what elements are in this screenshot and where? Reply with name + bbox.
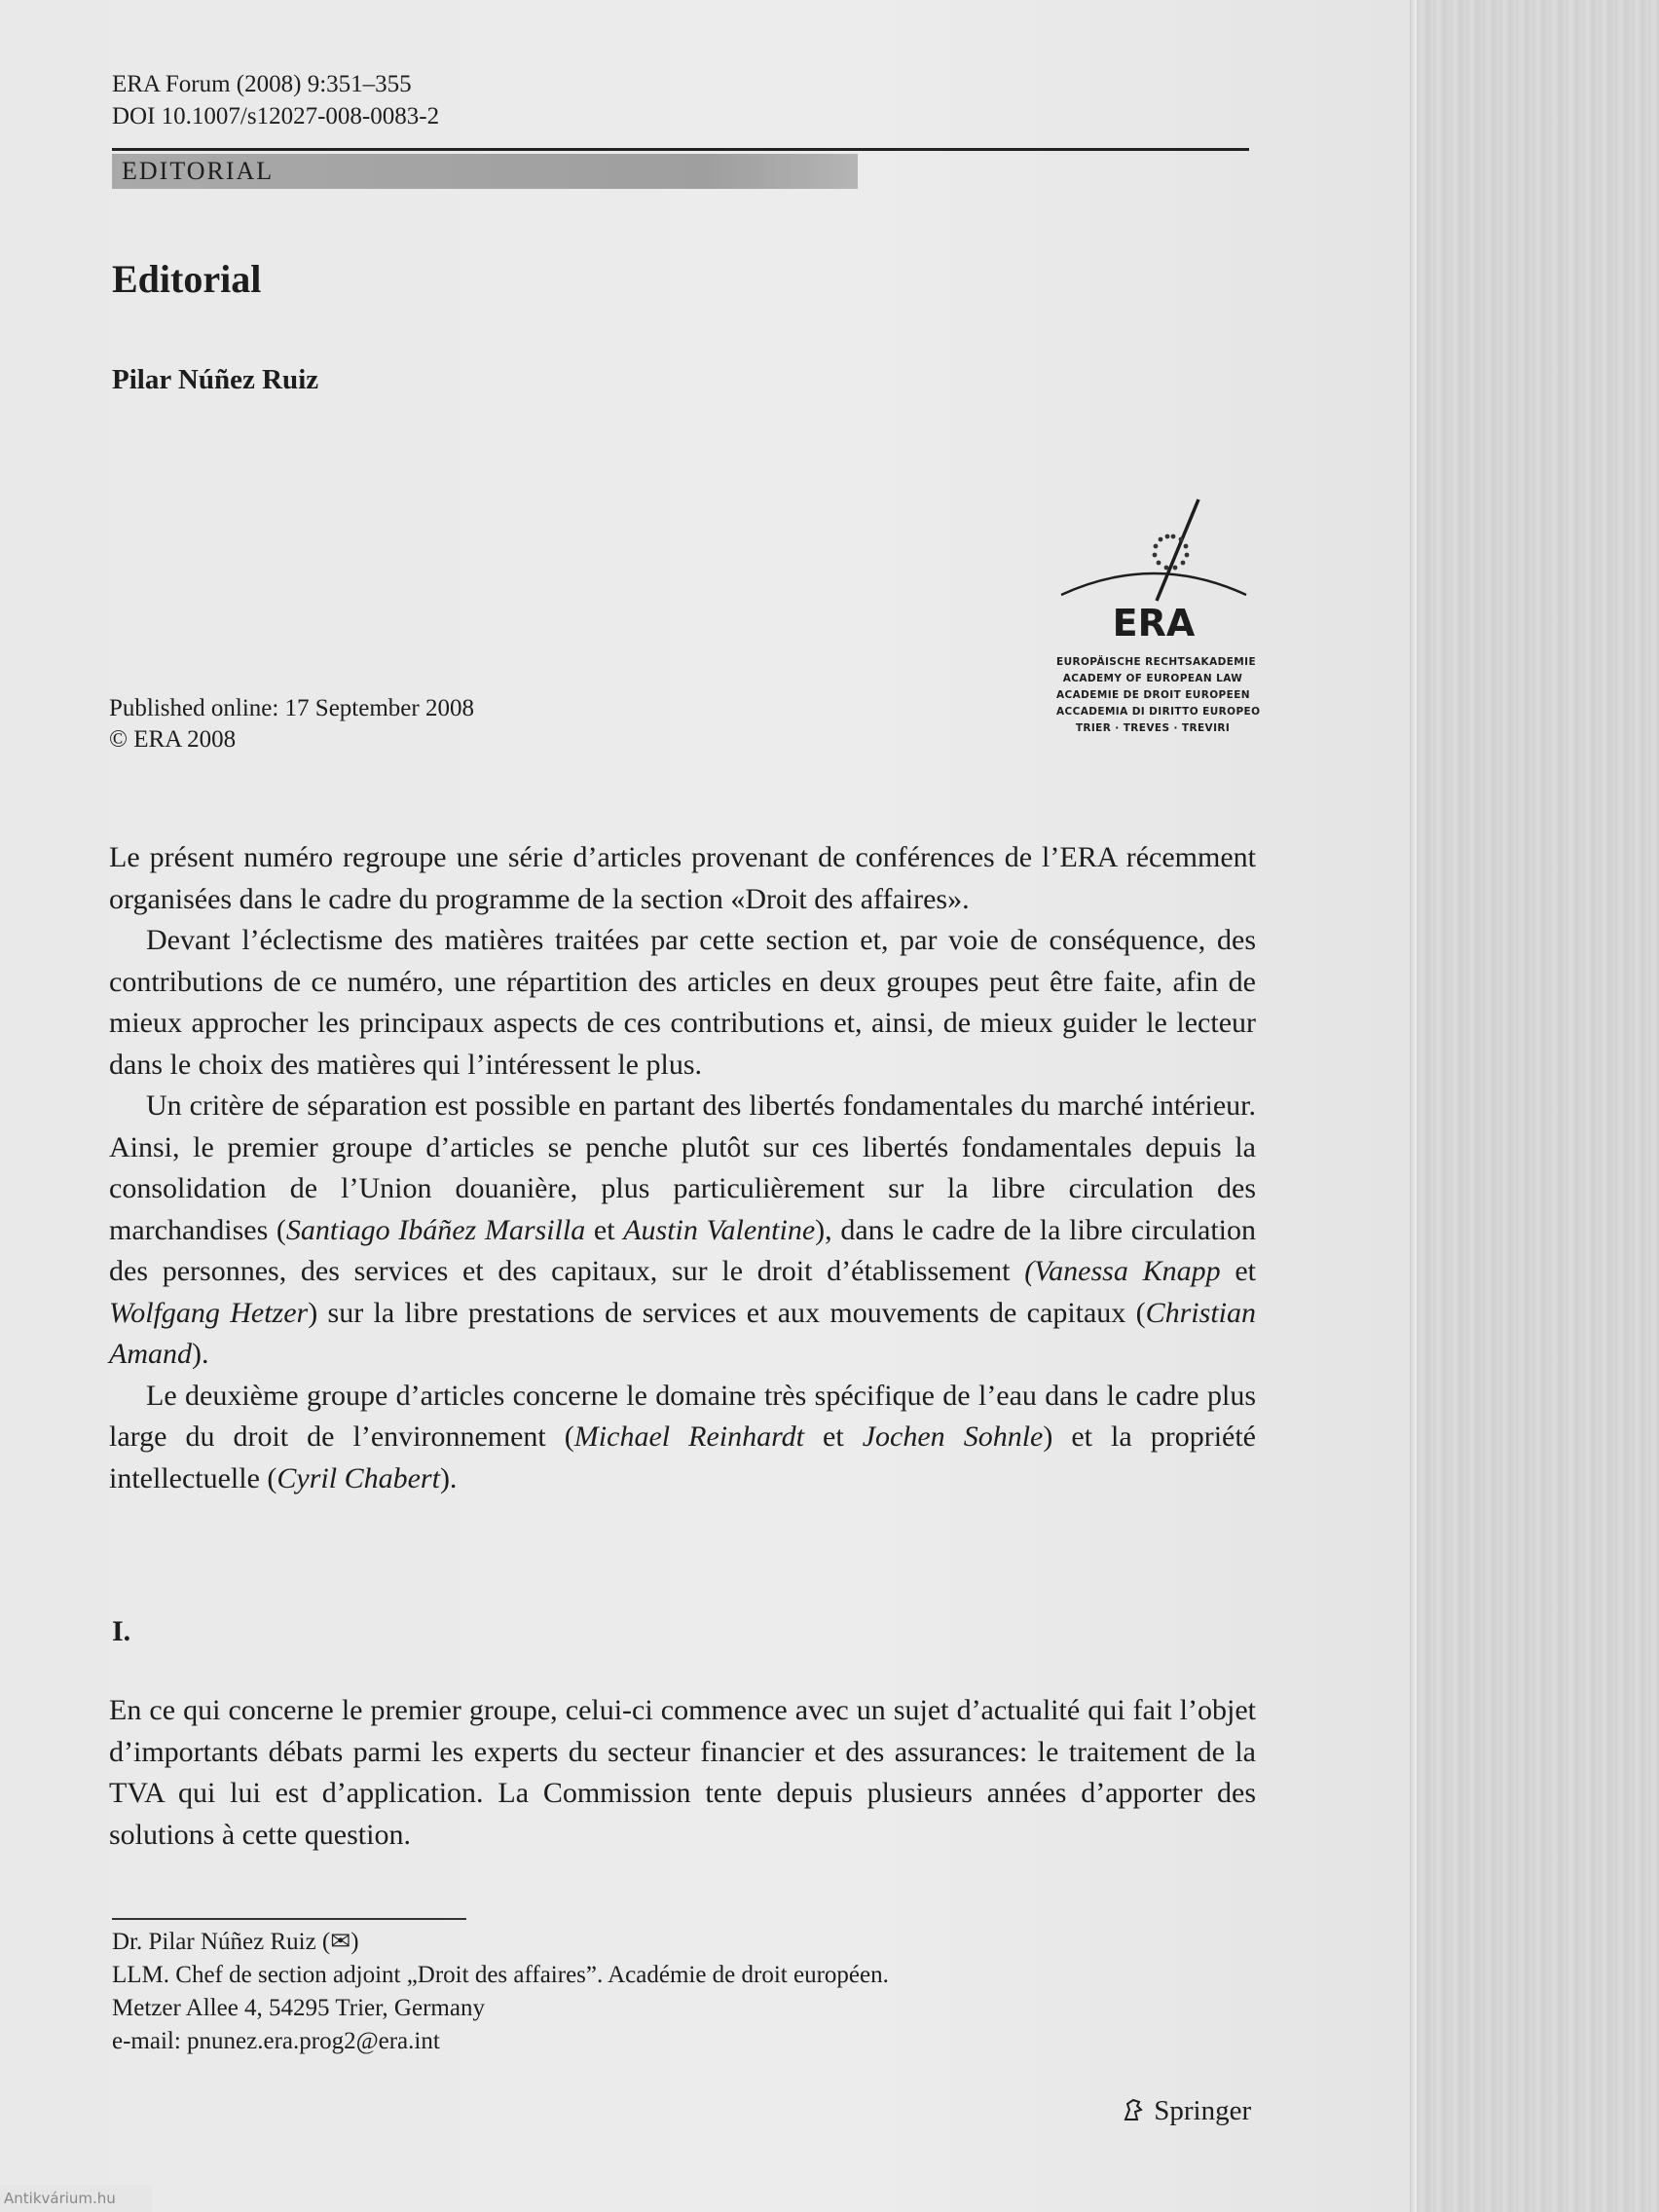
author-ref: Cyril Chabert xyxy=(276,1461,440,1494)
section-heading: I. xyxy=(112,1615,131,1647)
logo-line: EUROPÄISCHE RECHTSAKADEMIE xyxy=(1056,656,1257,668)
logo-line: ACCADEMIA DI DIRITTO EUROPEO xyxy=(1056,706,1261,718)
springer-horse-icon xyxy=(1120,2096,1147,2123)
section-label: EDITORIAL xyxy=(122,157,275,185)
footnote-role: LLM. Chef de section adjoint „Droit des affaires”. Académie de droit européen. xyxy=(112,1962,889,1988)
logo-caption xyxy=(1056,654,1261,737)
author-ref: Christian Amand xyxy=(109,1296,1256,1370)
text-run: ) et la propriété intellectuelle ( xyxy=(109,1420,1256,1494)
article-title: Editorial xyxy=(112,257,262,301)
text-run: et xyxy=(585,1213,624,1246)
text-run: Le deuxième groupe d’articles concerne le domaine très spécifique de l’eau dans le cadre plus large du droit de l’environnement ( xyxy=(109,1379,1256,1453)
author-ref: Wolfgang Hetzer xyxy=(109,1296,309,1329)
publisher-name: Springer xyxy=(1154,2095,1252,2126)
text-run: ). xyxy=(439,1461,458,1494)
header-rule xyxy=(112,148,1249,151)
author-ref: Santiago Ibáñez Marsilla xyxy=(285,1213,586,1246)
text-run: ), dans le cadre de la libre circulation des personnes, des services et des capitaux, sur le droit d’établissement xyxy=(109,1213,1257,1287)
journal-citation: ERA Forum (2008) 9:351–355 xyxy=(112,71,412,97)
footnote-address: Metzer Allee 4, 54295 Trier, Germany xyxy=(112,1995,485,2021)
logo-line: ACADEMY OF EUROPEAN LAW xyxy=(1062,673,1243,684)
footnote-name-close: ) xyxy=(350,1929,359,1955)
author-ref: Jochen Sohnle xyxy=(862,1420,1044,1453)
logo-arc-icon xyxy=(1061,573,1246,595)
logo-line: TRIER · TREVES · TREVIRI xyxy=(1075,722,1231,734)
text-run: ) sur la libre prestations de services et aux mouvements de capitaux ( xyxy=(308,1296,1146,1329)
published-date: Published online: 17 September 2008 xyxy=(109,695,474,721)
section-paragraph: En ce qui concerne le premier groupe, celui-ci commence avec un sujet d’actualité qui fait l’objet d’importants débats parmi les experts du secteur financier et des assurances: le traitement de la TVA qui lui est d’application. La Commission tente depuis plusieurs années d’apporter des solutions à cette question. xyxy=(109,1694,1256,1851)
paragraph-1: Le présent numéro regroupe une série d’articles provenant de conférences de l’ERA récemment organisées dans le cadre du programme de la section «Droit des affaires». xyxy=(109,841,1256,915)
book-binding xyxy=(1417,0,1659,2212)
footnote xyxy=(112,1926,889,2058)
footnote-name-text: Dr. Pilar Núñez Ruiz ( xyxy=(112,1929,331,1955)
paragraph-2: Devant l’éclectisme des matières traitées par cette section et, par voie de conséquence, des contributions de ce numéro, une répartition des articles en deux groupes peut être faite, afin de mieux approcher les principaux aspects de ces contributions et, ainsi, de mieux guider le lecteur dans le choix des matières qui l’intéressent le plus. xyxy=(109,924,1256,1081)
author-ref: Austin Valentine xyxy=(623,1213,816,1246)
text-run: et xyxy=(1220,1255,1256,1287)
author-name: Pilar Núñez Ruiz xyxy=(112,364,319,395)
footnote-rule xyxy=(112,1918,466,1920)
text-run: Un critère de séparation est possible en partant des libertés fondamentales du marché intérieur. Ainsi, le premier groupe d’articles se penche plutôt sur ces libertés fondamentales depuis la consolidation de l’Union douanière, plus particulièrement sur la libre circulation des marchandises ( xyxy=(109,1089,1256,1246)
copyright: © ERA 2008 xyxy=(109,726,237,753)
footnote-email: e-mail: pnunez.era.prog2@era.int xyxy=(112,2028,440,2054)
envelope-icon: ✉ xyxy=(330,1929,351,1955)
doi: DOI 10.1007/s12027-008-0083-2 xyxy=(112,103,440,129)
paragraph-3 xyxy=(109,1086,1256,1376)
author-ref: (Vanessa Knapp xyxy=(1024,1255,1221,1287)
publisher-mark xyxy=(1120,2093,1251,2128)
logo-stroke-icon xyxy=(1157,499,1198,601)
paragraph-4 xyxy=(109,1376,1256,1500)
author-ref: Michael Reinhardt xyxy=(573,1420,804,1453)
footnote-name xyxy=(112,1926,889,1959)
logo-line: ACADEMIE DE DROIT EUROPEEN xyxy=(1056,689,1250,701)
text-run: et xyxy=(804,1420,863,1453)
watermark: Antikvárium.hu xyxy=(0,2185,152,2212)
text-run: ). xyxy=(192,1338,209,1370)
article-body xyxy=(109,837,1256,1499)
logo-name: ERA xyxy=(1112,602,1196,645)
